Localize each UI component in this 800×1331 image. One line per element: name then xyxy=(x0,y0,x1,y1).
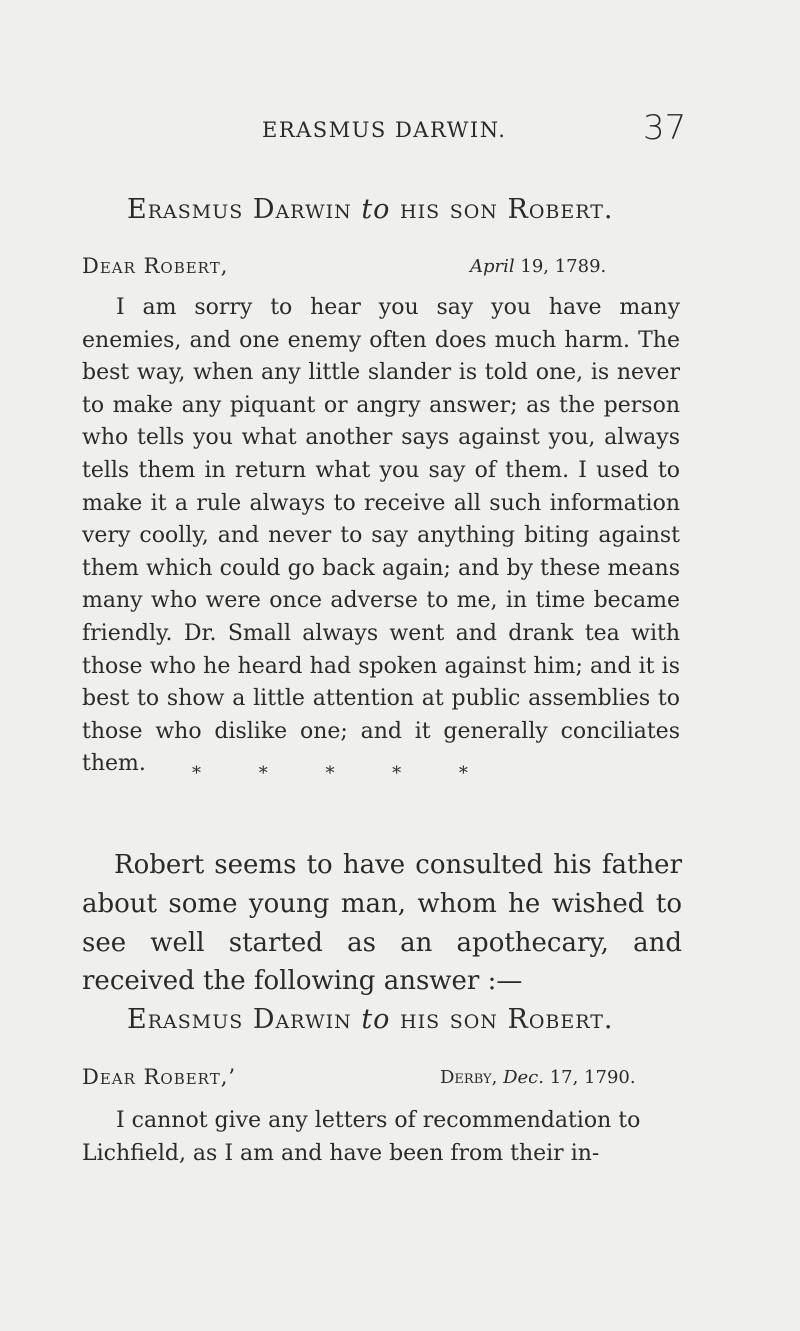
running-head: ERASMUS DARWIN. xyxy=(262,118,507,142)
narrative-paragraph: Robert seems to have consulted his father about some young man, whom he wished to see well started as an apothecary, and received the following answer :— xyxy=(82,850,682,997)
letter-heading xyxy=(127,1004,613,1035)
heading-sender: Erasmus Darwin xyxy=(127,194,352,225)
heading-to: to xyxy=(361,1004,391,1035)
letter-heading xyxy=(127,194,613,225)
page-number: 37 xyxy=(643,108,687,148)
date-month: April xyxy=(470,256,515,277)
letter-body: I am sorry to hear you say you have many enemies, and one enemy often does much harm. The best way, when any little slander is told one, is never to make any piquant or angry answer; as the person who tells you what another says against you, always tells them in return what you say of them. I used to make it a rule always to receive all such information very coolly, and never to say anything biting against them which could go back again; and by these means many who were once adverse to me, in time became friendly. Dr. Small always went and drank tea with those who he heard had spoken against him; and it is best to show a little attention at public assemblies to those who dislike one; and it generally conciliates them. xyxy=(82,295,680,777)
date-month: Dec. xyxy=(503,1067,544,1088)
date-place: Derby, xyxy=(440,1067,498,1088)
date-day-year: 17, 1790. xyxy=(549,1067,636,1088)
letter-body: I cannot give any letters of recommendation to Lichfield, as I am and have been from their in- xyxy=(82,1108,641,1166)
heading-sender: Erasmus Darwin xyxy=(127,1004,352,1035)
salutation: Dear Robert,’ xyxy=(82,1065,237,1089)
date-day-year: 19, 1789. xyxy=(520,256,607,277)
heading-recipient: his son Robert. xyxy=(400,1004,614,1035)
letter-date xyxy=(440,1067,636,1088)
section-separator: * * * * * xyxy=(192,763,468,784)
salutation: Dear Robert, xyxy=(82,254,229,278)
letter-date xyxy=(470,256,606,277)
heading-recipient: his son Robert. xyxy=(400,194,614,225)
heading-to: to xyxy=(361,194,391,225)
